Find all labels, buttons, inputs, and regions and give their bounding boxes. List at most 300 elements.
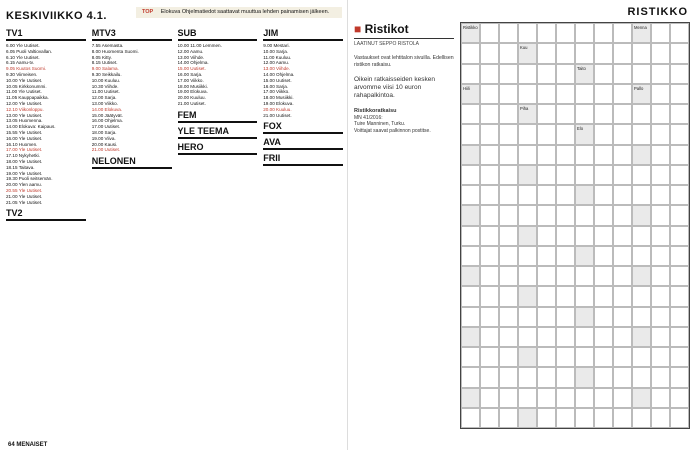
program-item: 8.15 Uutiset. [91,60,118,66]
answer-cell[interactable] [575,84,594,104]
answer-cell[interactable] [461,185,480,205]
answer-cell[interactable] [537,347,556,367]
program-item: 18.00 Musiikki. [263,95,294,101]
answer-cell[interactable] [537,388,556,408]
answer-cell[interactable] [575,23,594,43]
answer-cell[interactable] [632,64,651,84]
clue-cell [518,347,537,367]
answer-cell[interactable] [556,165,575,185]
program-item: 16.00 Sarja. [177,71,203,77]
answer-cell[interactable] [670,84,689,104]
clue-cell [632,205,651,225]
answer-cell[interactable] [651,165,670,185]
clue-cell: Kuu [518,43,537,63]
answer-cell[interactable] [651,226,670,246]
answer-cell[interactable] [575,104,594,124]
answer-cell[interactable] [632,347,651,367]
answer-cell[interactable] [556,43,575,63]
answer-cell[interactable] [499,286,518,306]
answer-cell[interactable] [594,246,613,266]
answer-cell[interactable] [594,124,613,144]
answer-cell[interactable] [670,347,689,367]
answer-cell[interactable] [632,286,651,306]
answer-cell[interactable] [556,145,575,165]
answer-cell[interactable] [670,266,689,286]
answer-cell[interactable] [480,286,499,306]
answer-cell[interactable] [556,124,575,144]
answer-cell[interactable] [461,124,480,144]
answer-cell[interactable] [670,43,689,63]
program-item: 14.00 Elokuva: Kaipaus. [6,124,56,130]
answer-cell[interactable] [556,307,575,327]
program-item: 8.00 Huomenta Suomi. [91,48,139,54]
page-title: KESKIVIIKKO 4.1. [6,10,107,22]
program-item: 13.00 Viikko. [91,100,118,106]
answer-cell[interactable] [461,307,480,327]
program-item: 17.00 Viikko. [177,77,204,83]
answer-cell[interactable] [499,347,518,367]
answer-cell[interactable] [670,205,689,225]
answer-cell[interactable] [594,43,613,63]
clue-cell: Piha [518,104,537,124]
answer-cell[interactable] [575,388,594,408]
program-item: 12.00 Yle Uutiset. [6,100,43,106]
answer-cell[interactable] [537,185,556,205]
answer-cell[interactable] [613,327,632,347]
answer-cell[interactable] [613,185,632,205]
answer-cell[interactable] [499,43,518,63]
answer-cell[interactable] [632,408,651,428]
program-item: 12.00 Aamu. [263,60,290,66]
answer-cell[interactable] [651,145,670,165]
answer-cell[interactable] [651,388,670,408]
answer-cell[interactable] [518,266,537,286]
program-item: 12.10 Viikonloppu. [6,106,44,112]
answer-cell[interactable] [613,205,632,225]
answer-cell[interactable] [480,145,499,165]
answer-cell[interactable] [594,347,613,367]
answer-cell[interactable] [613,43,632,63]
answer-cell[interactable] [480,205,499,225]
answer-cell[interactable] [499,388,518,408]
answer-cell[interactable] [594,145,613,165]
answer-cell[interactable] [537,64,556,84]
answer-cell[interactable] [461,246,480,266]
program-item: 9.05 Kuutos Suomi. [6,66,47,72]
answer-cell[interactable] [670,64,689,84]
answer-cell[interactable] [651,104,670,124]
program-item: 13.00 Yle Uutiset. [6,112,43,118]
answer-cell[interactable] [499,124,518,144]
answer-cell[interactable] [632,104,651,124]
clue-cell [461,327,480,347]
answer-cell[interactable] [461,104,480,124]
answer-cell[interactable] [499,307,518,327]
answer-cell[interactable] [613,408,632,428]
answer-cell[interactable] [480,246,499,266]
clue-cell [632,266,651,286]
answer-cell[interactable] [594,23,613,43]
answer-cell[interactable] [518,367,537,387]
answer-cell[interactable] [537,205,556,225]
answer-cell[interactable] [537,43,556,63]
answer-cell[interactable] [632,367,651,387]
answer-cell[interactable] [518,124,537,144]
answer-cell[interactable] [613,104,632,124]
answer-cell[interactable] [518,388,537,408]
program-item: 19.30 Puoli seitsemän. [6,176,53,182]
answer-cell[interactable] [518,145,537,165]
program-item: 6.00 Yle Uutiset. [6,43,40,48]
program-item: 13.00 Viihde. [177,54,205,60]
clue-cell [575,367,594,387]
answer-cell[interactable] [556,347,575,367]
program-item: 19.00 Elokuva. [177,89,208,95]
answer-cell[interactable] [613,388,632,408]
clue-cell [632,327,651,347]
answer-cell[interactable] [537,104,556,124]
answer-cell[interactable] [537,165,556,185]
answer-cell[interactable] [651,124,670,144]
answer-cell[interactable] [651,327,670,347]
answer-cell[interactable] [613,347,632,367]
answer-cell[interactable] [651,286,670,306]
program-item: 21.00 Yle Uutiset. [6,193,43,199]
answer-cell[interactable] [499,246,518,266]
program-item: 6.05 Puoli Valtiovallan. [6,48,53,54]
answer-cell[interactable] [556,327,575,347]
clue-cell [575,246,594,266]
puzzle-logo [354,22,454,39]
program-item: 7.55 Asemasta. [91,43,124,48]
answer-cell[interactable] [556,64,575,84]
info-banner [136,7,342,18]
answer-cell[interactable] [651,347,670,367]
answer-cell[interactable] [651,307,670,327]
answer-cell[interactable] [556,286,575,306]
answer-cell[interactable] [556,104,575,124]
answer-cell[interactable] [575,165,594,185]
answer-cell[interactable] [480,23,499,43]
answer-cell[interactable] [537,23,556,43]
answer-cell[interactable] [499,226,518,246]
answer-cell[interactable] [499,145,518,165]
answer-cell[interactable] [461,64,480,84]
answer-cell[interactable] [575,43,594,63]
answer-cell[interactable] [651,185,670,205]
answer-cell[interactable] [480,64,499,84]
answer-cell[interactable] [594,286,613,306]
answer-cell[interactable] [613,307,632,327]
answer-cell[interactable] [499,185,518,205]
answer-cell[interactable] [556,266,575,286]
answer-cell[interactable] [594,327,613,347]
answer-cell[interactable] [480,124,499,144]
program-list [6,43,86,205]
answer-cell[interactable] [537,408,556,428]
answer-cell[interactable] [537,145,556,165]
clue-cell [575,185,594,205]
answer-cell[interactable] [556,388,575,408]
answer-cell[interactable] [556,367,575,387]
program-item: 9.30 Seikkailu. [91,71,122,77]
answer-cell[interactable] [670,388,689,408]
answer-cell[interactable] [670,327,689,347]
answer-cell[interactable] [613,226,632,246]
program-item: 18.00 Sarja. [91,129,117,135]
answer-cell[interactable] [480,388,499,408]
program-item: 10.30 Viihde. [91,83,119,89]
answer-cell[interactable] [632,165,651,185]
page-number: 64 MENAISET [8,442,48,448]
program-item: 9.00 Mestari. [263,43,290,48]
program-item: 14.00 Elokuva. [91,106,123,112]
answer-cell[interactable] [480,408,499,428]
answer-cell[interactable] [651,43,670,63]
answer-cell[interactable] [670,408,689,428]
answer-cell[interactable] [518,307,537,327]
answer-cell[interactable] [537,226,556,246]
answer-cell[interactable] [480,84,499,104]
program-item: 20.00 Kuuluu. [263,106,292,112]
program-item: 9.00 Salama. [91,66,119,72]
answer-cell[interactable] [594,408,613,428]
program-item: 12.00 Sarja. [91,95,117,101]
channel-heading: NELONEN [92,156,172,169]
answer-cell[interactable] [670,165,689,185]
answer-cell[interactable] [575,327,594,347]
answer-cell[interactable] [461,408,480,428]
answer-cell[interactable] [480,165,499,185]
answer-cell[interactable] [651,205,670,225]
program-item: 11.00 Kuuluu. [263,54,292,60]
answer-cell[interactable] [575,226,594,246]
banner-tag: TOP [142,9,154,15]
answer-cell[interactable] [594,205,613,225]
answer-cell[interactable] [670,286,689,306]
answer-cell[interactable] [518,64,537,84]
clue-cell: Ristikko [461,23,480,43]
answer-cell[interactable] [499,84,518,104]
answer-cell[interactable] [461,367,480,387]
program-item: 21.00 Uutiset. [177,100,206,106]
answer-cell[interactable] [556,84,575,104]
answer-cell[interactable] [537,327,556,347]
answer-cell[interactable] [480,43,499,63]
answer-cell[interactable] [651,84,670,104]
answer-cell[interactable] [537,84,556,104]
prize-heading: Ristikkoratkaisu [354,108,397,114]
prize-info: Oikein ratkaisseiden kesken arvomme viisi 10 euron rahapalkintoa. [354,76,435,99]
program-item: 21.00 Uutiset. [91,147,121,153]
answer-cell[interactable] [499,408,518,428]
answer-cell[interactable] [613,84,632,104]
answer-cell[interactable] [518,246,537,266]
answer-cell[interactable] [613,64,632,84]
answer-cell[interactable] [499,64,518,84]
answer-cell[interactable] [613,246,632,266]
answer-cell[interactable] [632,185,651,205]
answer-cell[interactable] [632,246,651,266]
answer-cell[interactable] [575,205,594,225]
answer-cell[interactable] [518,84,537,104]
answer-cell[interactable] [480,347,499,367]
answer-cell[interactable] [594,367,613,387]
answer-cell[interactable] [480,185,499,205]
answer-cell[interactable] [670,145,689,165]
program-item: 10.00 Kuuluu. [91,77,121,83]
clue-cell [461,266,480,286]
answer-cell[interactable] [613,266,632,286]
answer-cell[interactable] [556,246,575,266]
program-list [178,43,258,107]
answer-cell[interactable] [613,145,632,165]
program-item: 8.05 Kitty. [91,54,112,60]
answer-cell[interactable] [632,226,651,246]
answer-cell[interactable] [499,165,518,185]
answer-cell[interactable] [499,327,518,347]
answer-cell[interactable] [480,226,499,246]
r-logo-icon: ■ [354,22,362,36]
answer-cell[interactable] [670,367,689,387]
answer-cell[interactable] [651,266,670,286]
answer-cell[interactable] [556,23,575,43]
program-list [263,43,343,118]
answer-cell[interactable] [670,226,689,246]
clue-cell [518,286,537,306]
program-item: 10.00 11.00 Lemmen. [177,43,222,48]
answer-cell[interactable] [537,286,556,306]
answer-cell[interactable] [461,347,480,367]
puzzle-sidebar [354,22,454,134]
answer-cell[interactable] [670,185,689,205]
program-item: 14.00 Ohjelma. [263,71,295,77]
answer-cell[interactable] [480,104,499,124]
answer-cell[interactable] [537,307,556,327]
answer-cell[interactable] [594,84,613,104]
crossword-grid[interactable] [460,22,690,429]
program-item: 6.10 Yle Uutiset. [6,54,40,60]
prize-line: Voittajat saavat palkinnon postitse. [354,127,431,134]
program-item: 16.00 Sarja. [263,83,289,89]
answer-cell[interactable] [575,347,594,367]
answer-cell[interactable] [651,64,670,84]
answer-cell[interactable] [575,266,594,286]
answer-cell[interactable] [537,246,556,266]
answer-cell[interactable] [594,165,613,185]
answer-cell[interactable] [499,266,518,286]
answer-cell[interactable] [594,104,613,124]
answer-cell[interactable] [651,23,670,43]
program-item: 18.00 Musiikki. [177,83,208,89]
program-item: 19.00 Viiva. [91,135,116,141]
answer-cell[interactable] [594,266,613,286]
answer-cell[interactable] [670,104,689,124]
answer-cell[interactable] [556,226,575,246]
answer-cell[interactable] [594,64,613,84]
answer-cell[interactable] [632,43,651,63]
answer-cell[interactable] [461,165,480,185]
answer-cell[interactable] [537,367,556,387]
answer-cell[interactable] [670,124,689,144]
program-item: 15.00 Uutiset. [263,77,292,83]
answer-cell[interactable] [632,307,651,327]
answer-cell[interactable] [651,246,670,266]
answer-cell[interactable] [651,367,670,387]
answer-cell[interactable] [575,145,594,165]
answer-cell[interactable] [461,226,480,246]
answer-cell[interactable] [556,185,575,205]
clue-cell [518,165,537,185]
answer-cell[interactable] [499,23,518,43]
program-item: 15.00 Jäätyvät. [91,112,123,118]
answer-cell[interactable] [632,124,651,144]
program-item: 12.00 Aamu. [177,48,204,54]
program-item: 15.00 Uutiset. [177,66,206,72]
answer-cell[interactable] [480,307,499,327]
answer-cell[interactable] [556,205,575,225]
answer-cell[interactable] [461,286,480,306]
program-item: 20.55 Yle Uutiset. [6,187,43,193]
answer-cell[interactable] [518,185,537,205]
program-item: 20.00 Ylen aamu. [6,182,42,188]
tv-listings [6,28,343,438]
answer-cell[interactable] [556,408,575,428]
clue-cell [632,388,651,408]
answer-cell[interactable] [651,408,670,428]
answer-cell[interactable] [499,367,518,387]
answer-cell[interactable] [518,23,537,43]
program-item: 14.00 Ohjelma. [177,60,209,66]
program-item: 10.05 Kirkkonummi. [6,83,47,89]
answer-cell[interactable] [480,367,499,387]
answer-cell[interactable] [613,23,632,43]
listing-column-4 [263,28,343,438]
answer-cell[interactable] [670,246,689,266]
answer-cell[interactable] [461,43,480,63]
program-item: 15.55 Yle Uutiset. [6,129,43,135]
channel-heading: AVA [263,137,343,150]
answer-cell[interactable] [670,23,689,43]
answer-cell[interactable] [594,388,613,408]
answer-cell[interactable] [670,307,689,327]
puzzle-title: RISTIKKO [627,6,688,18]
answer-cell[interactable] [537,124,556,144]
answer-cell[interactable] [499,205,518,225]
answer-cell[interactable] [518,205,537,225]
answer-cell[interactable] [594,307,613,327]
answer-cell[interactable] [613,124,632,144]
answer-cell[interactable] [575,408,594,428]
program-list [92,43,172,153]
answer-cell[interactable] [594,226,613,246]
channel-heading: HERO [178,142,258,155]
program-item: 10.00 Yle Uutiset. [6,77,43,83]
answer-cell[interactable] [594,185,613,205]
program-item: 16.00 Yle Uutiset. [6,135,43,141]
answer-cell[interactable] [518,327,537,347]
answer-cell[interactable] [499,104,518,124]
answer-cell[interactable] [613,367,632,387]
listing-column-2 [92,28,172,438]
answer-cell[interactable] [575,286,594,306]
answer-cell[interactable] [613,165,632,185]
answer-cell[interactable] [480,327,499,347]
answer-cell[interactable] [480,266,499,286]
answer-cell[interactable] [613,286,632,306]
channel-heading: JIM [263,28,343,41]
answer-cell[interactable] [537,266,556,286]
